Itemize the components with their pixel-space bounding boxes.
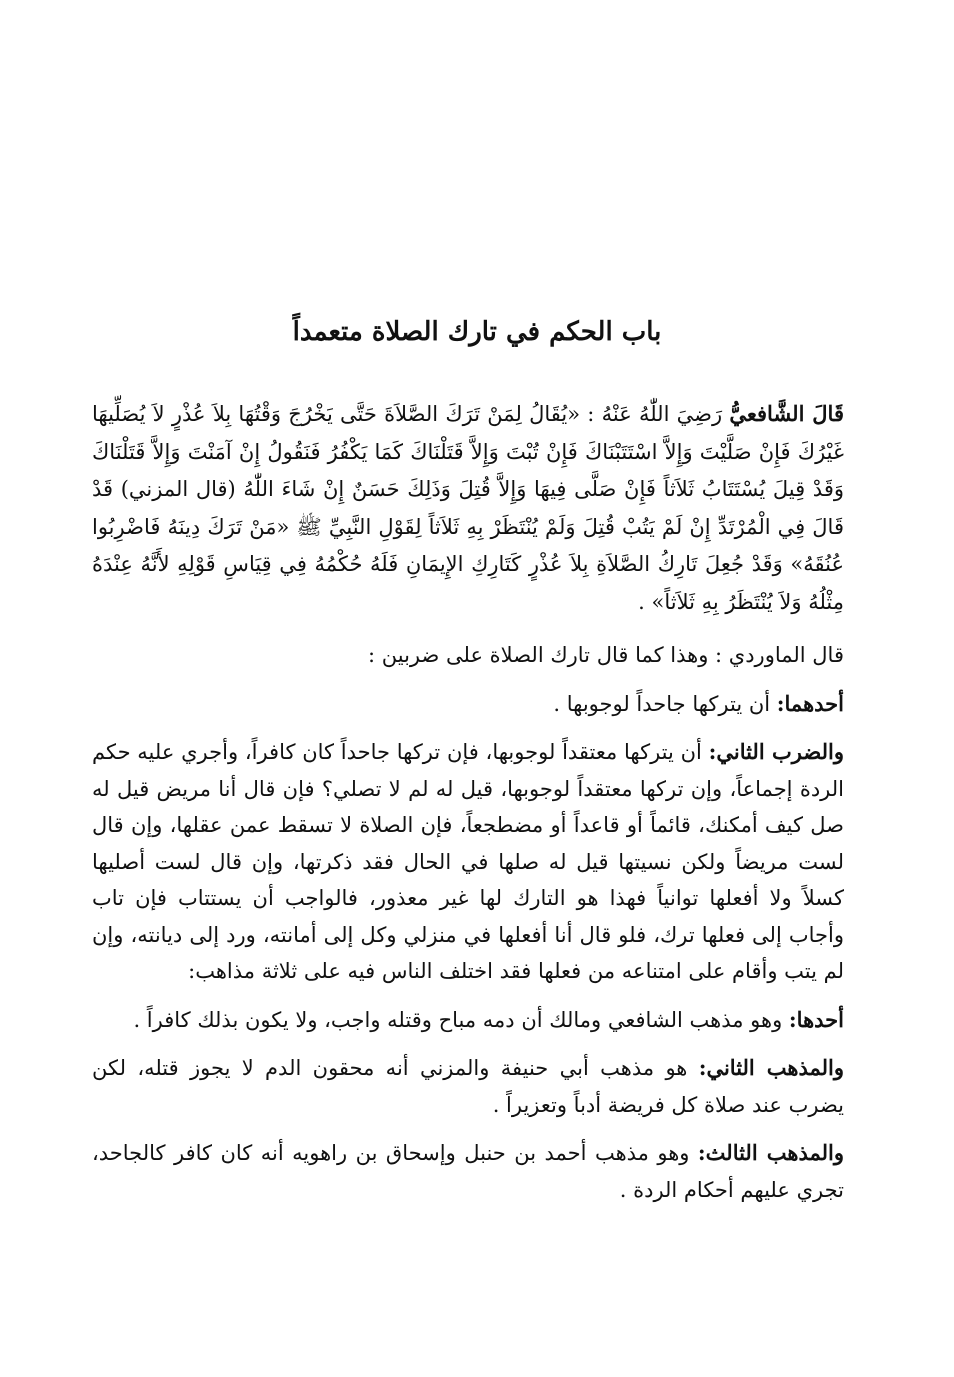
first-madhhab-paragraph: [92, 1002, 844, 1039]
paragraph-text: هو مذهب أبي حنيفة والمزني أنه محقون الدم لا يجوز قتله، لكن يضرب عند صلاة كل فريضة أدباً وتعزيراً .: [92, 1056, 844, 1117]
chapter-title: باب الحكم في تارك الصلاة متعمداً: [292, 317, 662, 347]
paragraph-text: أن يتركها جاحداً لوجوبها .: [553, 691, 777, 716]
paragraph-lead: والمذهب الثالث:: [697, 1140, 844, 1165]
second-madhhab-paragraph: [92, 1050, 844, 1123]
paragraph-text: قال الماوردي : وهذا كما قال تارك الصلاة على ضربين :: [368, 643, 844, 667]
paragraph-lead: قَالَ الشَّافعيُّ: [729, 401, 844, 426]
paragraph-lead: أحدها:: [788, 1006, 844, 1032]
mawardi-intro-paragraph: [92, 637, 844, 674]
paragraph-lead: والمذهب الثاني:: [698, 1055, 844, 1080]
page-body: [92, 395, 844, 1220]
paragraph-text: وهو مذهب الشافعي ومالك أن دمه مباح وقتله واجب، ولا يكون بذلك كافراً .: [133, 1007, 789, 1032]
paragraph-lead: والضرب الثاني:: [708, 739, 844, 764]
third-madhhab-paragraph: [92, 1135, 844, 1208]
shafii-quote-paragraph: [92, 395, 844, 621]
paragraph-lead: أحدهما:: [776, 690, 844, 716]
second-type-paragraph: [92, 734, 844, 990]
paragraph-text: رَضِيَ اللّٰهُ عَنْهُ : «يُقَالُ لِمَنْ تَرَكَ الصَّلاَةَ حَتَّى يَخْرُجَ وَقْتُهَا بِلاَ عُذْرٍ لاَ يُصَلِّيهَا غَيْرُكَ فَإِنْ صَلَّيْتَ وَإِلاَّ اسْتَتَبْنَاكَ فَإِنْ تُبْتَ وَإِلاَّ قَتَلْنَاكَ كَمَا يَكْفُرُ فَنَقُولُ إِنْ آمَنْتَ وَإِلاَّ قَتَلْنَاكَ وَقَدْ قِيلَ يُسْتَتَابُ ثَلاَثاً فَإِنْ صَلَّى فِيهَا وَإِلاَّ قُتِلَ وَذَلِكَ حَسَنٌ إِنْ شَاءَ اللّٰهُ (قال المزني) قَدْ قَالَ فِي الْمُرْتَدِّ إِنْ لَمْ يَتُبْ قُتِلَ وَلَمْ يُنْتَظَرْ بِهِ ثَلاَثاً لِقَوْلِ النَّبِيِّ ﷺ «مَنْ تَرَكَ دِينَهُ فَاضْرِبُوا عُنُقَهُ» وَقَدْ جُعِلَ تَارِكُ الصَّلاَةِ بِلاَ عُذْرٍ كَتَارِكِ الإِيمَانِ فَلَهُ حُكْمُهُ فِي قِيَاسِ قَوْلِهِ لأَنَّهُ عِنْدَهُ مِثْلُهُ وَلاَ يُنْتَظَرُ بِهِ ثَلاَثاً» .: [92, 402, 844, 614]
paragraph-text: أن يتركها معتقداً لوجوبها، فإن تركها جاحداً كان كافراً، وأجري عليه حكم الردة إجماعاً، وإن تركها معتقداً لوجوبها، قيل له لم لا تصلي؟ فإن قال أنا مريض قيل له صل كيف أمكنك، قائماً أو قاعداً أو مضطجعاً، فإن الصلاة لا تسقط عمن عقلها، وإن قال لست مريضاً ولكن نسيتها قيل له صلها في الحال فقد ذكرتها، وإن قال لست أصليها كسلاً ولا أفعلها توانياً فهذا هو التارك لها غير معذور، فالواجب أن يستتاب فإن تاب وأجاب إلى فعلها ترك، فلو قال أنا أفعلها في منزلي وكل إلى أمانته، ورد إلى ديانته، وإن لم يتب وأقام على امتناعه من فعلها فقد اختلف الناس فيه على ثلاثة مذاهب:: [92, 740, 844, 983]
first-type-paragraph: [92, 686, 844, 723]
paragraph-text: وهو مذهب أحمد بن حنبل وإسحاق بن راهويه أنه كان كافر كالجاحد، تجري عليهم أحكام الردة .: [92, 1141, 844, 1202]
